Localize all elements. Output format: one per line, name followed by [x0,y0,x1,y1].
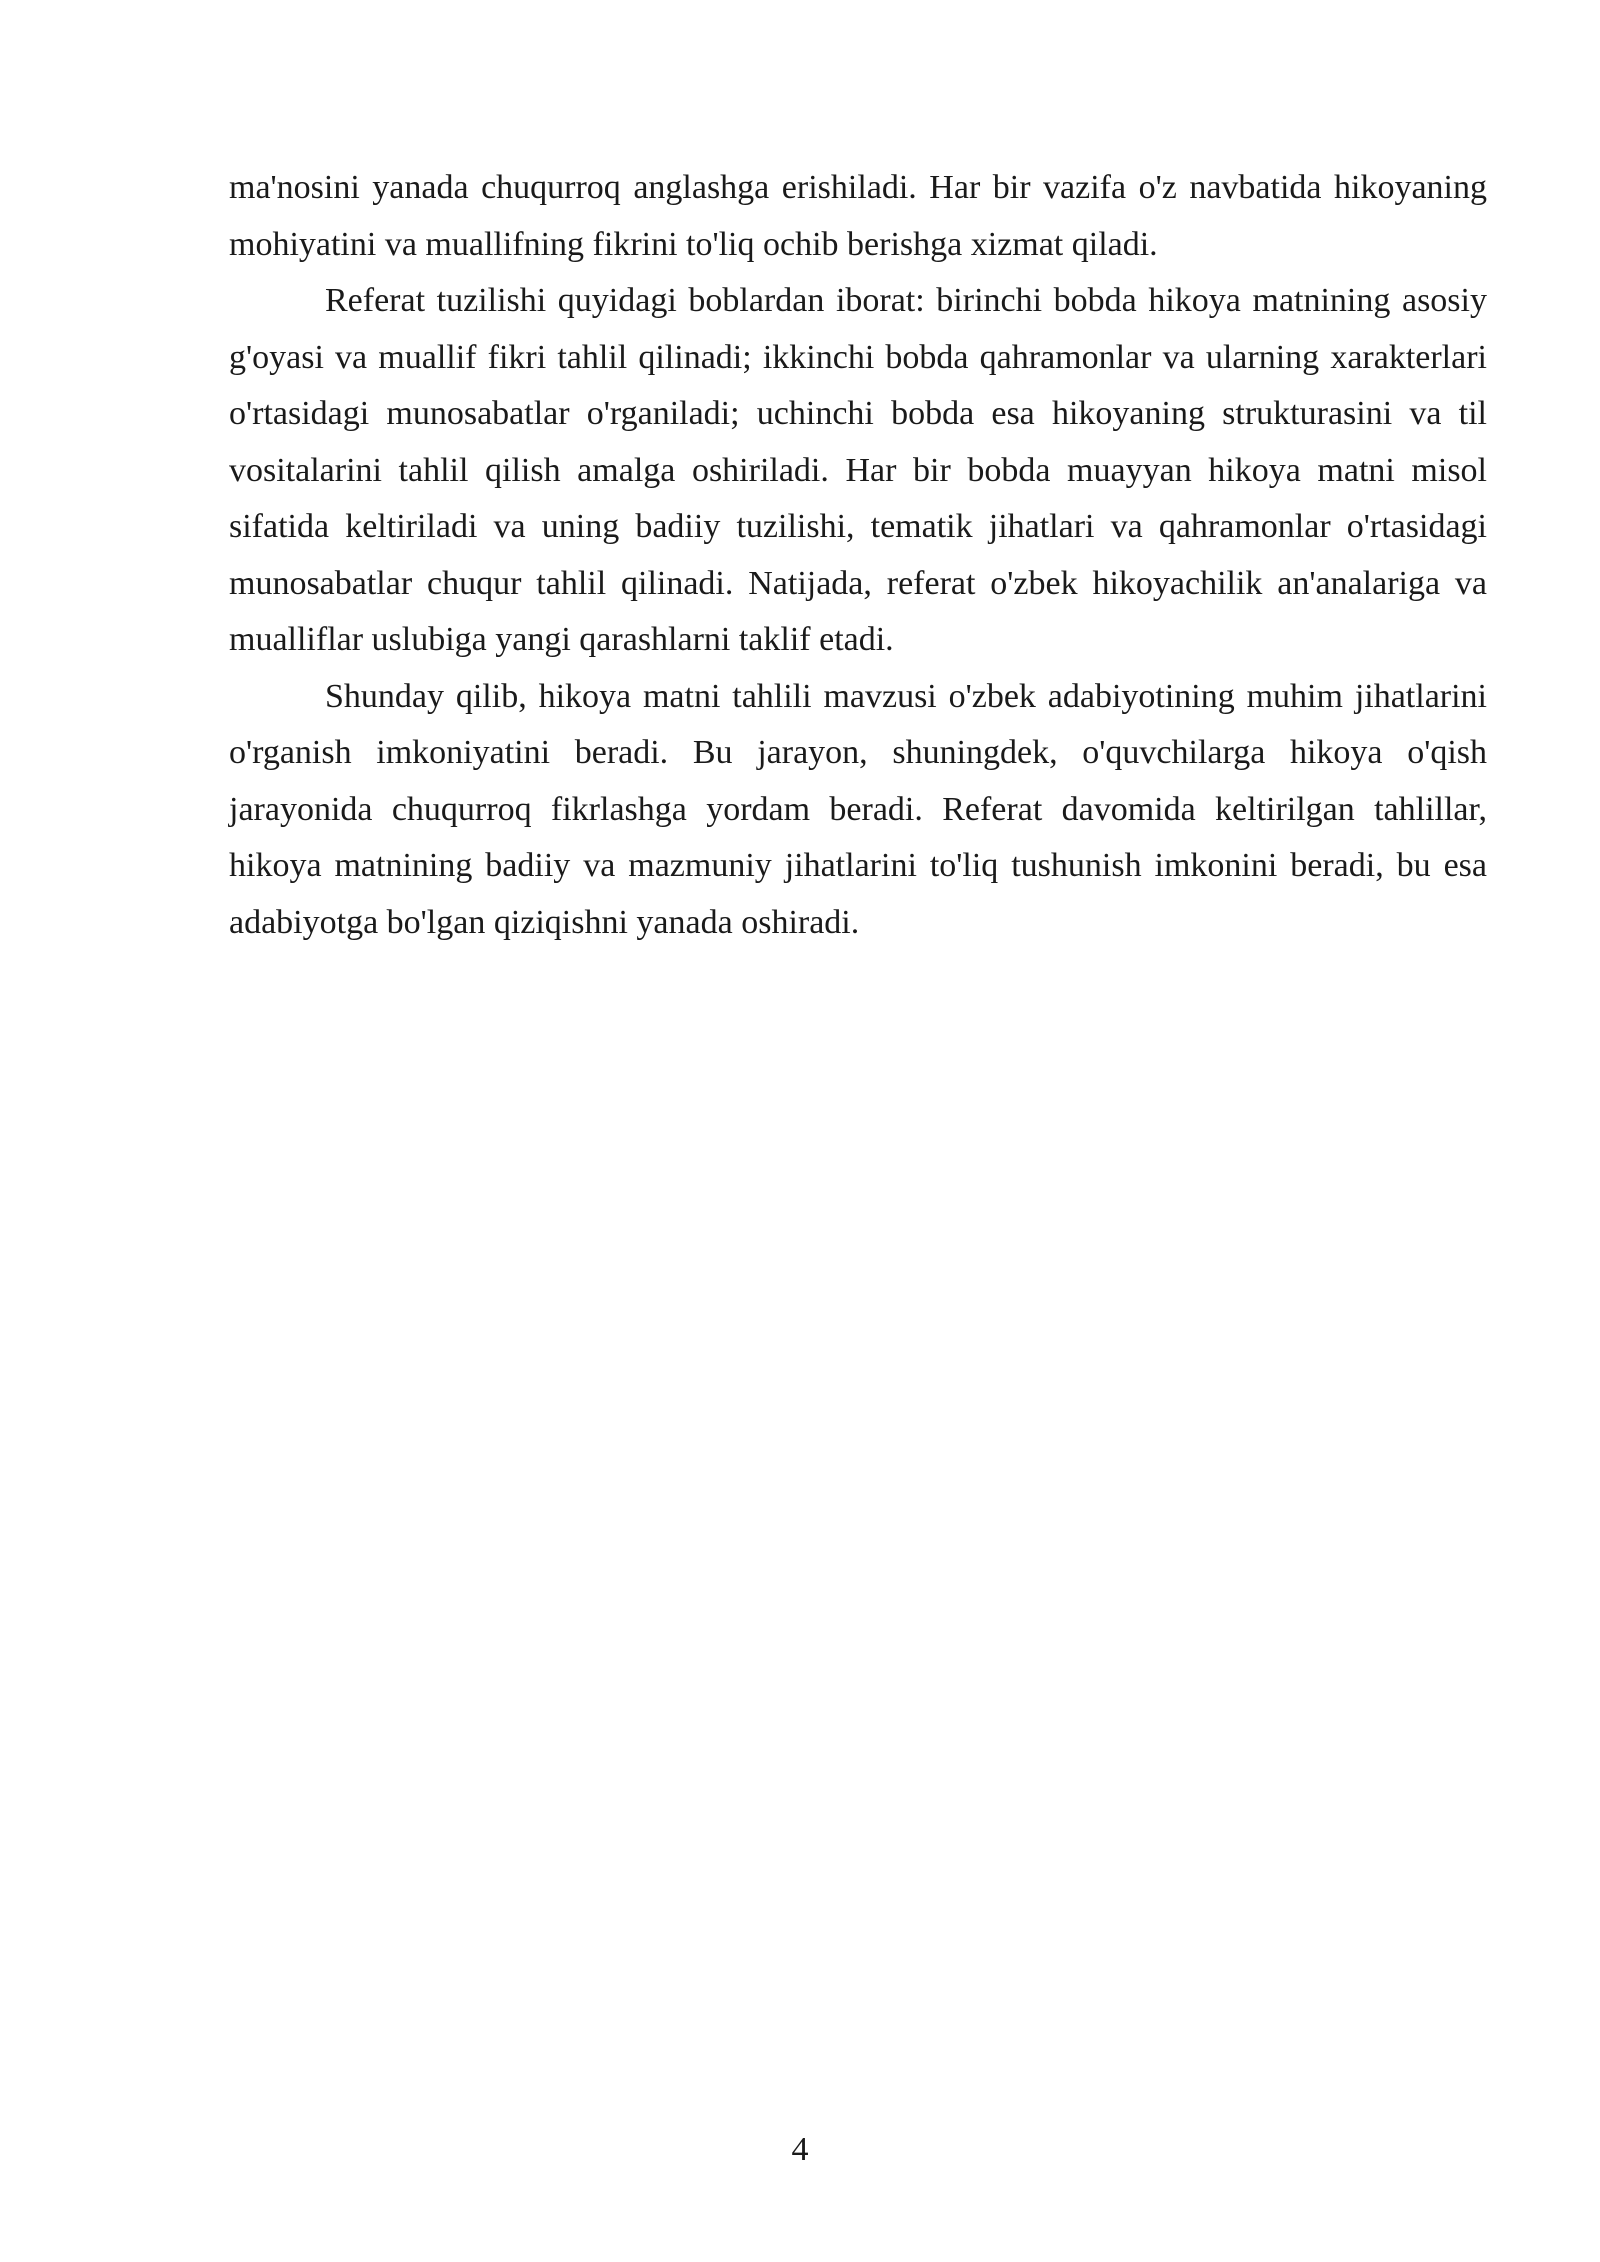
paragraph-conclusion: Shunday qilib, hikoya matni tahlili mavzusi o'zbek adabiyotining muhim jihatlarini o'rganish imkoniyatini beradi. Bu jarayon, shuningdek, o'quvchilarga hikoya o'qish jarayonida chuqurroq fikrlashga yordam beradi. Referat davomida keltirilgan tahlillar, hikoya matnining badiiy va mazmuniy jihatlarini to'liq tushunish imkonini beradi, bu esa adabiyotga bo'lgan qiziqishni yanada oshiradi. [229,677,1487,941]
body-text [229,160,1487,951]
paragraph-referat-structure: Referat tuzilishi quyidagi boblardan iborat: birinchi bobda hikoya matnining asosiy g'oyasi va muallif fikri tahlil qilinadi; ikkinchi bobda qahramonlar va ularning xarakterlari o'rtasidagi munosabatlar o'rganiladi; uchinchi bobda esa hikoyaning strukturasini va til vositalarini tahlil qilish amalga oshiriladi. Har bir bobda muayyan hikoya matni misol sifatida keltiriladi va uning badiiy tuzilishi, tematik jihatlari va qahramonlar o'rtasidagi munosabatlar chuqur tahlil qilinadi. Natijada, referat o'zbek hikoyachilik an'analariga va mualliflar uslubiga yangi qarashlarni taklif etadi. [229,282,1487,658]
page-number: 4 [791,2131,809,2168]
paragraph-continuation: ma'nosini yanada chuqurroq anglashga erishiladi. Har bir vazifa o'z navbatida hikoyaning mohiyatini va muallifning fikrini to'liq ochib berishga xizmat qiladi. [229,169,1487,263]
